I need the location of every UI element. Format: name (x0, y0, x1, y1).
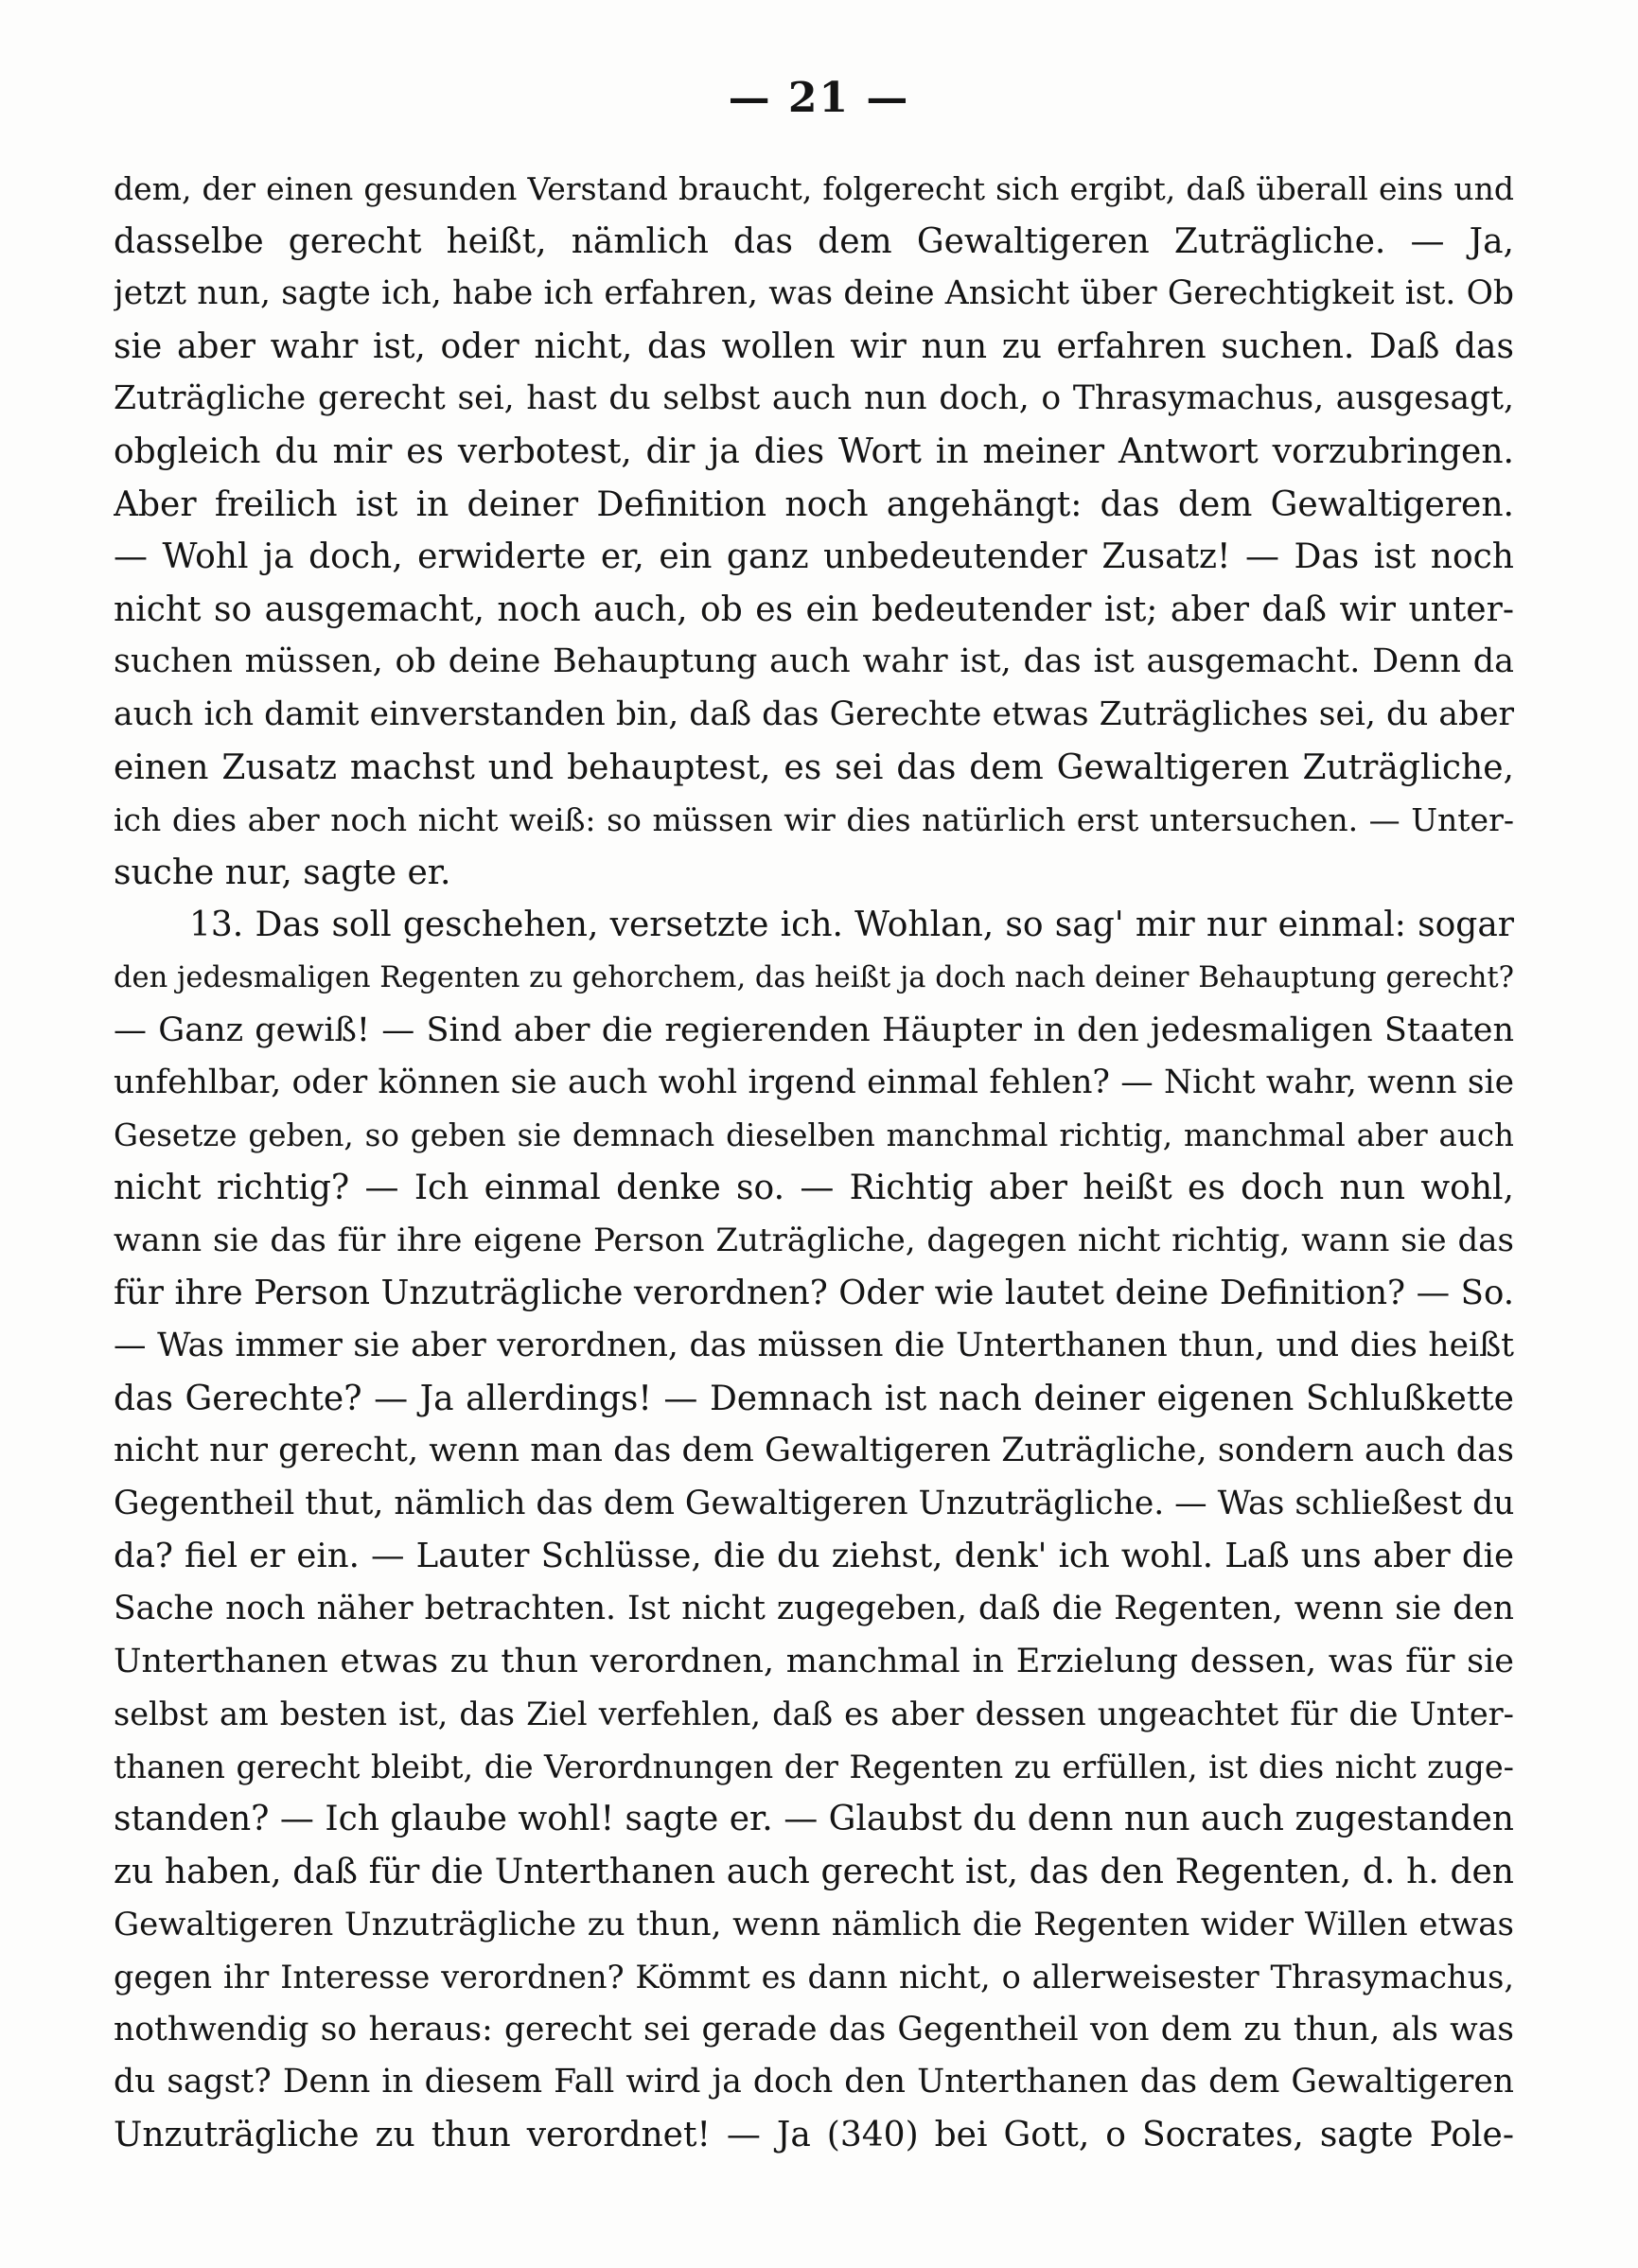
text-line: suche nur, sagte er. (114, 853, 451, 892)
text-line: nicht richtig? — Ich einmal denke so. — Richtig aber heißt es doch nun wohl, (114, 1169, 1514, 1208)
text-line: Zuträgliche gerecht sei, hast du selbst auch nun doch, o Thrasymachus, ausgesagt, (114, 379, 1514, 418)
page-number: — 21 — (728, 74, 910, 122)
text-line: das Gerechte? — Ja allerdings! — Demnach ist nach deiner eigenen Schlußkette (114, 1379, 1514, 1418)
text-line: gegen ihr Interesse verordnen? Kömmt es dann nicht, o allerweisester Thrasymachus, (114, 1959, 1514, 1996)
text-line: wann sie das für ihre eigene Person Zuträgliche, dagegen nicht richtig, wann sie das (114, 1221, 1514, 1259)
text-line: selbst am besten ist, das Ziel verfehlen, daß es aber dessen ungeachtet für die Unter- (114, 1696, 1514, 1733)
text-line: Gegentheil thut, nämlich das dem Gewaltigeren Unzuträgliche. — Was schließest du (114, 1484, 1514, 1522)
text-line: Gesetze geben, so geben sie demnach dieselben manchmal richtig, manchmal aber auch (114, 1116, 1514, 1153)
text-line: dasselbe gerecht heißt, nämlich das dem Gewaltigeren Zuträgliche. — Ja, (114, 221, 1514, 261)
text-line: einen Zusatz machst und behauptest, es sei das dem Gewaltigeren Zuträgliche, (114, 747, 1514, 787)
text-line: den jedesmaligen Regenten zu gehorchem, das heißt ja doch nach deiner Behauptung gerecht? (114, 960, 1514, 994)
body-text (114, 163, 1514, 2162)
text-line: unfehlbar, oder können sie auch wohl irgend einmal fehlen? — Nicht wahr, wenn sie (114, 1064, 1514, 1102)
text-line: Aber freilich ist in deiner Definition noch angehängt: das dem Gewaltigeren. (114, 484, 1514, 524)
text-line: Gewaltigeren Unzuträgliche zu thun, wenn nämlich die Regenten wider Willen etwas (114, 1905, 1514, 1943)
text-line: suchen müssen, ob deine Behauptung auch wahr ist, das ist ausgemacht. Denn da (114, 642, 1514, 681)
text-line: auch ich damit einverstanden bin, daß das Gerechte etwas Zuträgliches sei, du aber (114, 694, 1514, 733)
text-line: standen? — Ich glaube wohl! sagte er. — Glaubst du denn nun auch zugestanden (114, 1800, 1514, 1839)
text-line: nicht so ausgemacht, noch auch, ob es ein bedeutender ist; aber daß wir unter- (114, 589, 1514, 629)
text-line: — Wohl ja doch, erwiderte er, ein ganz unbedeutender Zusatz! — Das ist noch (114, 537, 1514, 577)
text-line: Unzuträgliche zu thun verordnet! — Ja (340) bei Gott, o Socrates, sagte Pole- (114, 2115, 1514, 2154)
text-line: du sagst? Denn in diesem Fall wird ja doch den Unterthanen das dem Gewaltigeren (114, 2063, 1514, 2101)
text-line: nothwendig so heraus: gerecht sei gerade das Gegentheil von dem zu thun, als was (114, 2010, 1514, 2048)
text-line: Unterthanen etwas zu thun verordnen, manchmal in Erzielung dessen, was für sie (114, 1642, 1514, 1680)
text-line: dem, der einen gesunden Verstand braucht, folgerecht sich ergibt, daß überall eins und (114, 170, 1514, 207)
text-line: — Ganz gewiß! — Sind aber die regierenden Häupter in den jedesmaligen Staaten (114, 1011, 1514, 1049)
text-line: obgleich du mir es verbotest, dir ja dies Wort in meiner Antwort vorzubringen. (114, 431, 1514, 471)
text-line: — Was immer sie aber verordnen, das müssen die Unterthanen thun, und dies heißt (114, 1327, 1514, 1365)
text-line: für ihre Person Unzuträgliche verordnen? Oder wie lautet deine Definition? — So. (114, 1274, 1514, 1313)
text-line: thanen gerecht bleibt, die Verordnungen der Regenten zu erfüllen, ist dies nicht zuge- (114, 1748, 1514, 1785)
text-line: ich dies aber noch nicht weiß: so müssen wir dies natürlich erst untersuchen. — Unter- (114, 801, 1514, 839)
text-line: da? fiel er ein. — Lauter Schlüsse, die du ziehst, denk' ich wohl. Laß uns aber die (114, 1537, 1514, 1576)
text-line: sie aber wahr ist, oder nicht, das wollen wir nun zu erfahren suchen. Daß das (114, 326, 1514, 366)
text-line: Sache noch näher betrachten. Ist nicht zugegeben, daß die Regenten, wenn sie den (114, 1590, 1514, 1628)
text-line: jetzt nun, sagte ich, habe ich erfahren, was deine Ansicht über Gerechtigkeit ist. Ob (114, 274, 1514, 313)
text-line: nicht nur gerecht, wenn man das dem Gewaltigeren Zuträgliche, sondern auch das (114, 1432, 1514, 1470)
text-line: zu haben, daß für die Unterthanen auch gerecht ist, das den Regenten, d. h. den (114, 1853, 1514, 1891)
text-line: 13. Das soll geschehen, versetzte ich. Wohlan, so sag' mir nur einmal: sogar (189, 905, 1514, 945)
